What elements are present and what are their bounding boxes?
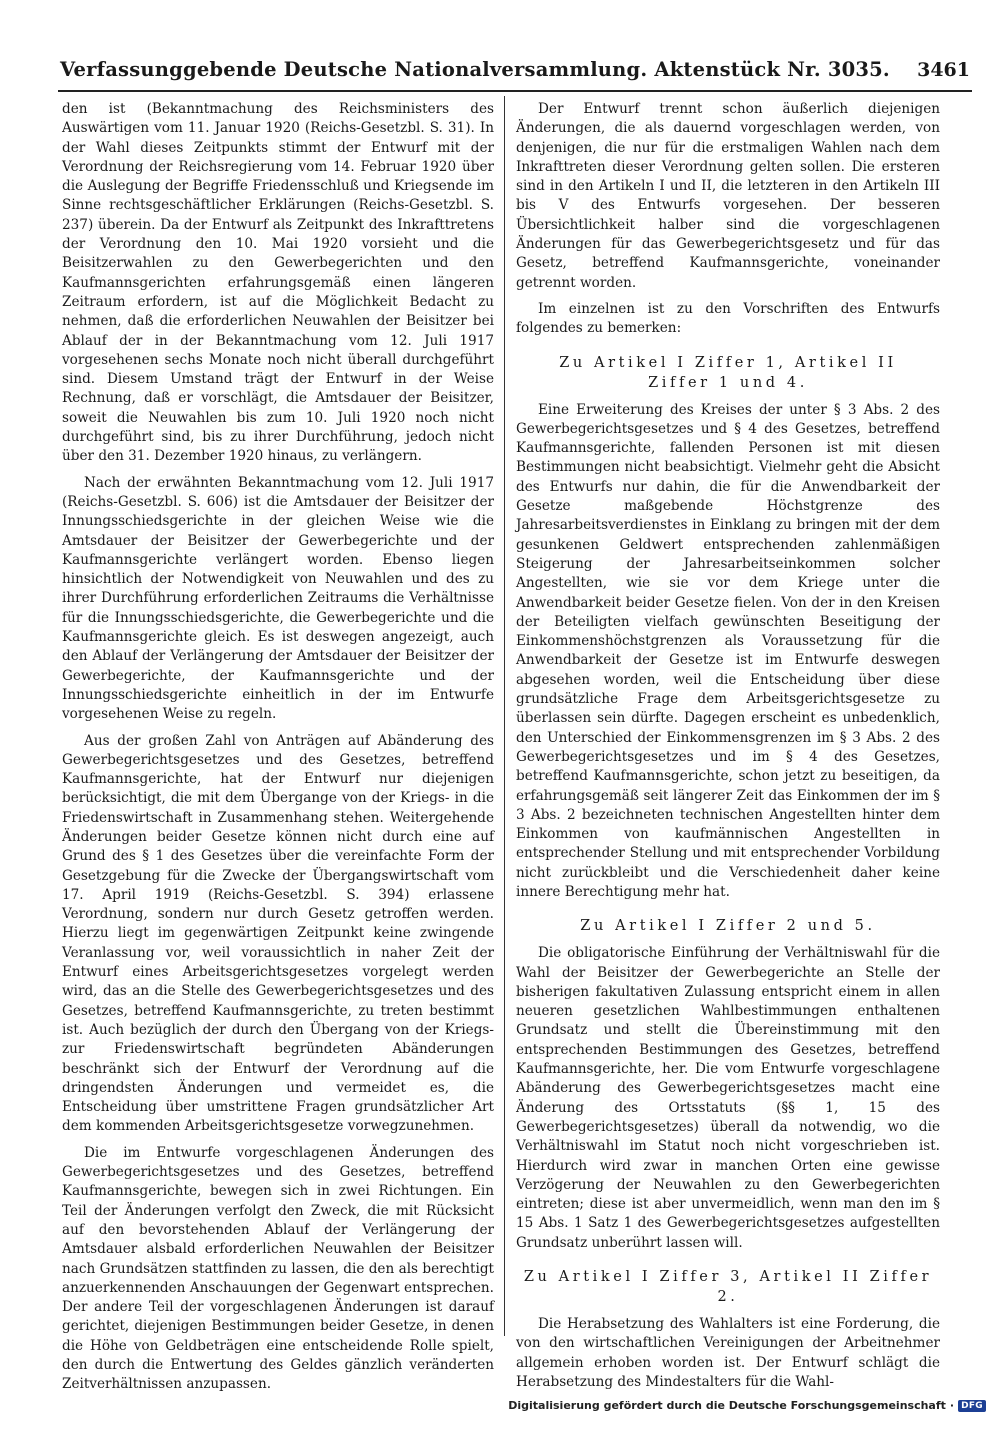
- digitization-credit: Digitalisierung gefördert durch die Deutsche Forschungsgemeinschaft · DFG: [508, 1399, 986, 1412]
- paragraph: Die obligatorische Einführung der Verhältniswahl für die Wahl der Beisitzer der Gewerbegerichte an Stelle der bisherigen fakultativen Zulassung entspricht einem in allen neueren gesetzlichen Wahlbestimmungen enthaltenen Grundsatz und stellt die Übereinstimmung mit den entsprechenden Bestimmungen des Gesetzes, betreffend Kaufmannsgerichte, her. Die vom Entwurfe vorgeschlagene Abänderung des Gewerbegerichtsgesetzes macht eine Änderung des Ortsstatuts (§§ 1, 15 des Gewerbegerichtsgesetzes) überall da notwendig, wo die Verhältniswahl im Statut noch nicht vorgeschrieben ist. Hierdurch wird zwar in manchen Orten eine gewisse Verzögerung der Neuwahlen zu den Gewerbegerichten eintreten; diese ist aber unvermeidlich, wenn man den im § 15 Abs. 1 Satz 1 des Gewerbegerichtsgesetzes aufgestellten Grundsatz unberührt lassen will.: [516, 945, 940, 1251]
- paragraph: Der Entwurf trennt schon äußerlich diejenigen Änderungen, die als dauernd vorgeschlagen werden, von denjenigen, die nur für die erstmaligen Wahlen nach dem Inkrafttreten dieser Verordnung gelten sollen. Die ersteren sind in den Artikeln I und II, die letzteren in den Artikeln III bis V des Entwurfs vorgesehen. Der besseren Übersichtlichkeit halber sind die vorgeschlagenen Änderungen für das Gewerbegerichtsgesetz und für das Gesetz, betreffend Kaufmannsgerichte, voneinander getrennt worden.: [516, 101, 940, 291]
- section-heading-line: Zu Artikel I Ziffer 1, Artikel II: [559, 354, 897, 371]
- paragraph: Die im Entwurfe vorgeschlagenen Änderungen des Gewerbegerichtsgesetzes und des Gesetzes, betreffend Kaufmannsgerichte, bewegen sich in zwei Richtungen. Ein Teil der Änderungen verfolgt den Zweck, die mit Rücksicht auf den bevorstehenden Ablauf der Verlängerung der Amtsdauer alsbald erforderlichen Neuwahlen der Beisitzer nach Grundsätzen stattfinden zu lassen, die den als berechtigt anzuerkennenden Anschauungen der Gegenwart entsprechen. Der andere Teil der vorgeschlagenen Änderungen ist darauf gerichtet, diejenigen Bestimmungen beider Gesetze, in denen die Höhe von Geldbeträgen eine entscheidende Rolle spielt, den durch die Entwertung des Geldes gänzlich veränderten Zeitverhältnissen anzupassen.: [62, 1144, 494, 1393]
- paragraph: Eine Erweiterung des Kreises der unter § 3 Abs. 2 des Gewerbegerichtsgesetzes und § 4 des Gesetzes, betreffend Kaufmannsgerichte, fallenden Personen ist mit diesen Bestimmungen nicht beabsichtigt. Vielmehr geht die Absicht des Entwurfs nur dahin, die für die Anwendbarkeit der Gesetze maßgebende Höchstgrenze des Jahresarbeitsverdienstes in Einklang zu bringen mit der dem gesunkenen Geldwert entsprechenden zahlenmäßigen Steigerung der Jahresarbeitseinkommen solcher Angestellten, wie sie vor dem Kriege unter die Anwendbarkeit beider Gesetze fielen. Von der in den Kreisen der Beteiligten vielfach gewünschten Beseitigung der Einkommenshöchstgrenzen als Voraussetzung für die Anwendbarkeit der Gesetze ist im Entwurfe deswegen abgesehen worden, weil die Entscheidung über diese grundsätzliche Frage dem Arbeitsgerichtsgesetze zu überlassen sein dürfte. Dagegen erscheint es unbedenklich, den Unterschied der Einkommensgrenzen im § 3 Abs. 2 des Gewerbegerichtsgesetzes und im § 4 des Gesetzes, betreffend Kaufmannsgerichte, schon jetzt zu beseitigen, da erfahrungsgemäß seit längerer Zeit das Einkommen der im § 3 Abs. 2 bezeichneten technischen Angestellten hinter dem Einkommen von kaufmännischen Angestellten in entsprechender Stellung und mit entsprechender Vorbildung nicht zurückbleibt und die Verschiedenheit daher keine innere Berechtigung mehr hat.: [516, 401, 940, 900]
- column-divider: [504, 96, 505, 1336]
- section-heading: [516, 353, 940, 393]
- section-heading-line: Ziffer 1 und 4.: [648, 374, 808, 391]
- paragraph: Nach der erwähnten Bekanntmachung vom 12. Juli 1917 (Reichs-Gesetzbl. S. 606) ist die Amtsdauer der Beisitzer der Innungsschiedsgerichte in der gleichen Weise wie die Amtsdauer der Beisitzer der Gewerbegerichte und der Kaufmannsgerichte verlängert worden. Ebenso liegen hinsichtlich der Notwendigkeit von Neuwahlen und des zu ihrer Durchführung erforderlichen Zeitraums die Verhältnisse für die Innungsschiedsgerichte, die Gewerbegerichte und die Kaufmannsgerichte gleich. Es ist deswegen angezeigt, auch den Ablauf der Verlängerung der Amtsdauer der Beisitzer der Gewerbegerichte, der Kaufmannsgerichte und der Innungsschiedsgerichte einheitlich in der im Entwurfe vorgesehenen Weise zu regeln.: [62, 474, 494, 723]
- paragraph: Die Herabsetzung des Wahlalters ist eine Forderung, die von den wirtschaftlichen Vereinigungen der Arbeitnehmer allgemein erhoben worden ist. Der Entwurf schlägt die Herabsetzung des Mindestalters für die Wahl-: [516, 1316, 940, 1390]
- header-rule: [58, 90, 972, 92]
- dfg-logo-icon: DFG: [958, 1400, 986, 1412]
- running-header: [60, 58, 970, 90]
- paragraph: den ist (Bekanntmachung des Reichsministers des Auswärtigen vom 11. Januar 1920 (Reichs-Gesetzbl. S. 31). In der Wahl dieses Zeitpunkts stimmt der Entwurf mit der Verordnung der Reichsregierung vom 14. Februar 1920 über die Auslegung der Begriffe Friedensschluß und Kriegsende im Sinne rechtsgeschäftlicher Erklärungen (Reichs-Gesetzbl. S. 237) überein. Da der Entwurf als Zeitpunkt des Inkrafttretens der Verordnung den 10. Mai 1920 vorsieht und die Beisitzerwahlen zu den Gewerbegerichten und den Kaufmannsgerichten erfahrungsgemäß einen längeren Zeitraum erfordern, ist auf die Möglichkeit Bedacht zu nehmen, daß die erforderlichen Neuwahlen der Beisitzer bei Ablauf der in der Bekanntmachung vom 12. Juli 1917 vorgesehenen sechs Monate noch nicht überall durchgeführt sind. Diesem Umstand trägt der Entwurf in der Weise Rechnung, daß er vorschlägt, die Amtsdauer der Beisitzer, soweit die Neuwahlen bis zum 10. Juli 1920 noch nicht durchgeführt sind, bis zu ihrer Durchführung, jedoch nicht über den 31. Dezember 1920 hinaus, zu verlängern.: [62, 101, 494, 465]
- paragraph: Aus der großen Zahl von Anträgen auf Abänderung des Gewerbegerichtsgesetzes und des Gesetzes, betreffend Kaufmannsgerichte, hat der Entwurf nur diejenigen berücksichtigt, die mit dem Übergange von der Kriegs- in die Friedenswirtschaft in Zusammenhang stehen. Weitergehende Änderungen beider Gesetze können nicht durch eine auf Grund des § 1 des Gesetzes über die vereinfachte Form der Gesetzgebung für die Zwecke der Übergangswirtschaft vom 17. April 1919 (Reichs-Gesetzbl. S. 394) erlassene Verordnung, sondern nur durch Gesetz getroffen werden. Hierzu liegt im gegenwärtigen Zeitpunkt keine zwingende Veranlassung vor, weil voraussichtlich in naher Zeit der Entwurf eines Arbeitsgerichtsgesetzes vorgelegt werden wird, das an die Stelle des Gewerbegerichtsgesetzes und des Gesetzes, betreffend Kaufmannsgerichte, zu treten bestimmt ist. Auch bezüglich der durch den Übergang von der Kriegs- zur Friedenswirtschaft begründeten Abänderungen beschränkt sich der Entwurf der Verordnung auf die dringendsten Änderungen und vermeidet es, die Entscheidung über umstrittene Fragen grundsätzlicher Art dem kommenden Arbeitsgerichtsgesetze vorwegzunehmen.: [62, 732, 494, 1135]
- credit-text: Digitalisierung gefördert durch die Deutsche Forschungsgemeinschaft: [508, 1399, 946, 1412]
- right-column: [516, 100, 940, 1390]
- section-heading: Zu Artikel I Ziffer 3, Artikel II Ziffer 2.: [523, 1269, 933, 1306]
- running-title: Verfassunggebende Deutsche Nationalversammlung. Aktenstück Nr. 3035.: [60, 58, 890, 81]
- section-heading: Zu Artikel I Ziffer 2 und 5.: [580, 918, 876, 935]
- page-number: 3461: [917, 59, 970, 81]
- paragraph: Im einzelnen ist zu den Vorschriften des Entwurfs folgendes zu bemerken:: [516, 300, 940, 337]
- left-column: [62, 100, 494, 1393]
